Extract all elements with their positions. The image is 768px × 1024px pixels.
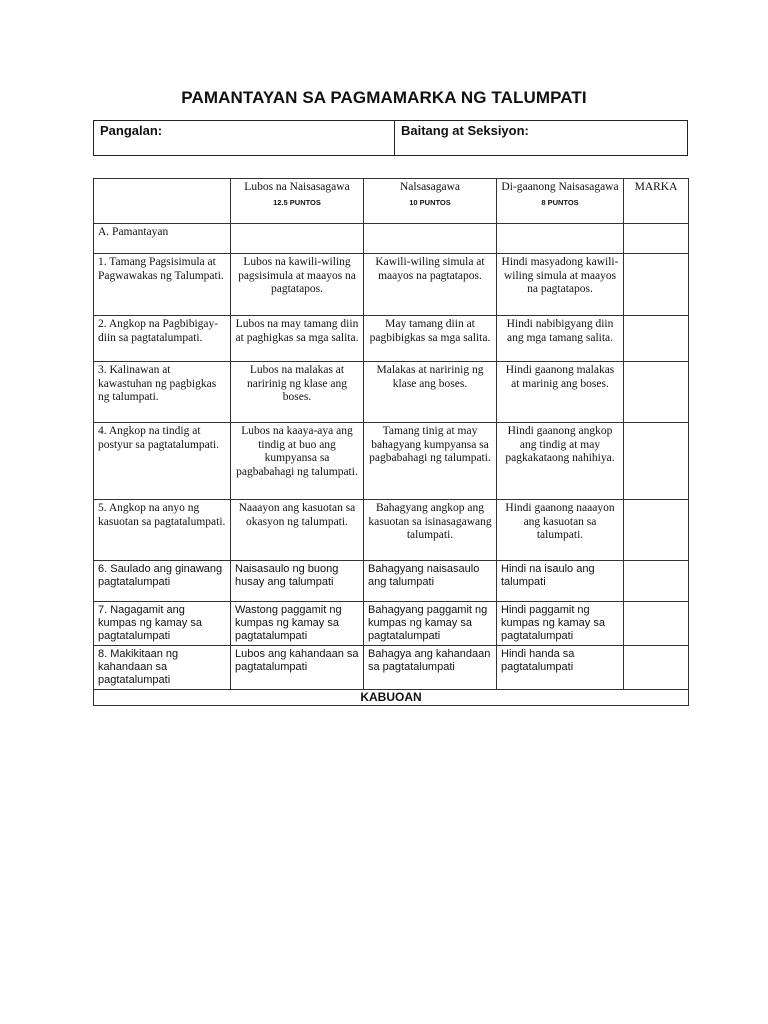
descriptor-cell: Wastong paggamit ng kumpas ng kamay sa pagtatalumpati bbox=[231, 602, 364, 646]
criterion-cell: 4. Angkop na tindig at postyur sa pagtatalumpati. bbox=[94, 423, 231, 500]
descriptor-cell: Lubos na kaaya-aya ang tindig at buo ang kumpyansa sa pagbabahagi ng talumpati. bbox=[231, 423, 364, 500]
marka-cell[interactable] bbox=[624, 316, 689, 362]
descriptor-cell: Hindi nabibigyang diin ang mga tamang salita. bbox=[497, 316, 624, 362]
descriptor-cell: Kawili-wiling simula at maayos na pagtatapos. bbox=[364, 254, 497, 316]
section-empty-cell bbox=[624, 224, 689, 254]
table-row bbox=[94, 646, 689, 690]
descriptor-cell: Lubos na may tamang diin at paghigkas sa mga salita. bbox=[231, 316, 364, 362]
table-row bbox=[94, 602, 689, 646]
header-di-gaanong bbox=[497, 179, 624, 224]
marka-cell[interactable] bbox=[624, 362, 689, 423]
criterion-cell: 8. Makikitaan ng kahandaan sa pagtatalumpati bbox=[94, 646, 231, 690]
name-field[interactable] bbox=[94, 121, 395, 156]
descriptor-cell: Lubos ang kahandaan sa pagtatalumpati bbox=[231, 646, 364, 690]
table-row bbox=[94, 561, 689, 602]
descriptor-cell: Bahagyang paggamit ng kumpas ng kamay sa pagtatalumpati bbox=[364, 602, 497, 646]
table-row bbox=[94, 316, 689, 362]
marka-cell[interactable] bbox=[624, 602, 689, 646]
marka-cell[interactable] bbox=[624, 423, 689, 500]
descriptor-cell: Naaayon ang kasuotan sa okasyon ng talumpati. bbox=[231, 500, 364, 561]
criterion-cell: 3. Kalinawan at kawastuhan ng pagbigkas ng talumpati. bbox=[94, 362, 231, 423]
rubric-table bbox=[93, 178, 689, 706]
marka-cell[interactable] bbox=[624, 646, 689, 690]
name-label: Pangalan: bbox=[100, 123, 163, 138]
rubric-header-row bbox=[94, 179, 689, 224]
header-nalsasagawa-points: 10 PUNTOS bbox=[409, 197, 451, 207]
descriptor-cell: Lubos na malakas at naririnig ng klase ang boses. bbox=[231, 362, 364, 423]
section-label: A. Pamantayan bbox=[94, 224, 231, 254]
criterion-cell: 2. Angkop na Pagbibigay-diin sa pagtatalumpati. bbox=[94, 316, 231, 362]
criterion-cell: 7. Nagagamit ang kumpas ng kamay sa pagtatalumpati bbox=[94, 602, 231, 646]
descriptor-cell: Tamang tinig at may bahagyang kumpyansa sa pagbabahagi ng talumpati. bbox=[364, 423, 497, 500]
header-di-gaanong-label: Di-gaanong Naisasagawa bbox=[501, 181, 619, 193]
table-row bbox=[94, 362, 689, 423]
descriptor-cell: Malakas at naririnig ng klase ang boses. bbox=[364, 362, 497, 423]
section-empty-cell bbox=[497, 224, 624, 254]
descriptor-cell: Bahagyang angkop ang kasuotan sa isinasagawang talumpati. bbox=[364, 500, 497, 561]
descriptor-cell: Hindi na isaulo ang talumpati bbox=[497, 561, 624, 602]
descriptor-cell: Hindi handa sa pagtatalumpati bbox=[497, 646, 624, 690]
table-row bbox=[94, 254, 689, 316]
section-row bbox=[94, 224, 689, 254]
header-lubos-points: 12.5 PUNTOS bbox=[273, 197, 321, 207]
header-lubos-label: Lubos na Naisasagawa bbox=[244, 181, 350, 193]
descriptor-cell: Hindi paggamit ng kumpas ng kamay sa pagtatalumpati bbox=[497, 602, 624, 646]
document-title: PAMANTAYAN SA PAGMAMARKA NG TALUMPATI bbox=[181, 88, 587, 107]
header-blank-cell bbox=[94, 179, 231, 224]
grade-section-field[interactable] bbox=[395, 121, 688, 156]
descriptor-cell: Hindi gaanong malakas at marinig ang boses. bbox=[497, 362, 624, 423]
criterion-cell: 5. Angkop na anyo ng kasuotan sa pagtatalumpati. bbox=[94, 500, 231, 561]
student-info-table bbox=[93, 120, 688, 156]
total-row bbox=[94, 690, 689, 706]
header-nalsasagawa-label: Nalsasagawa bbox=[399, 181, 461, 193]
header-lubos bbox=[231, 179, 364, 224]
marka-cell[interactable] bbox=[624, 254, 689, 316]
descriptor-cell: Hindi masyadong kawili-wiling simula at maayos na pagtatapos. bbox=[497, 254, 624, 316]
table-row bbox=[94, 423, 689, 500]
total-label: KABUOAN bbox=[94, 690, 689, 706]
descriptor-cell: Lubos na kawili-wiling pagsisimula at maayos na pagtatapos. bbox=[231, 254, 364, 316]
header-nalsasagawa bbox=[364, 179, 497, 224]
header-di-gaanong-points: 8 PUNTOS bbox=[541, 197, 579, 207]
descriptor-cell: Bahagya ang kahandaan sa pagtatalumpati bbox=[364, 646, 497, 690]
descriptor-cell: Hindi gaanong naaayon ang kasuotan sa talumpati. bbox=[497, 500, 624, 561]
criterion-cell: 1. Tamang Pagsisimula at Pagwawakas ng Talumpati. bbox=[94, 254, 231, 316]
table-row bbox=[94, 500, 689, 561]
descriptor-cell: May tamang diin at pagbibigkas sa mga salita. bbox=[364, 316, 497, 362]
grade-section-label: Baitang at Seksiyon: bbox=[401, 123, 529, 138]
section-empty-cell bbox=[231, 224, 364, 254]
descriptor-cell: Naisasaulo ng buong husay ang talumpati bbox=[231, 561, 364, 602]
marka-cell[interactable] bbox=[624, 561, 689, 602]
descriptor-cell: Hindi gaanong angkop ang tindig at may pagkakataong nahihiya. bbox=[497, 423, 624, 500]
criterion-cell: 6. Saulado ang ginawang pagtatalumpati bbox=[94, 561, 231, 602]
descriptor-cell: Bahagyang naisasaulo ang talumpati bbox=[364, 561, 497, 602]
section-empty-cell bbox=[364, 224, 497, 254]
marka-cell[interactable] bbox=[624, 500, 689, 561]
header-marka: MARKA bbox=[624, 179, 689, 224]
